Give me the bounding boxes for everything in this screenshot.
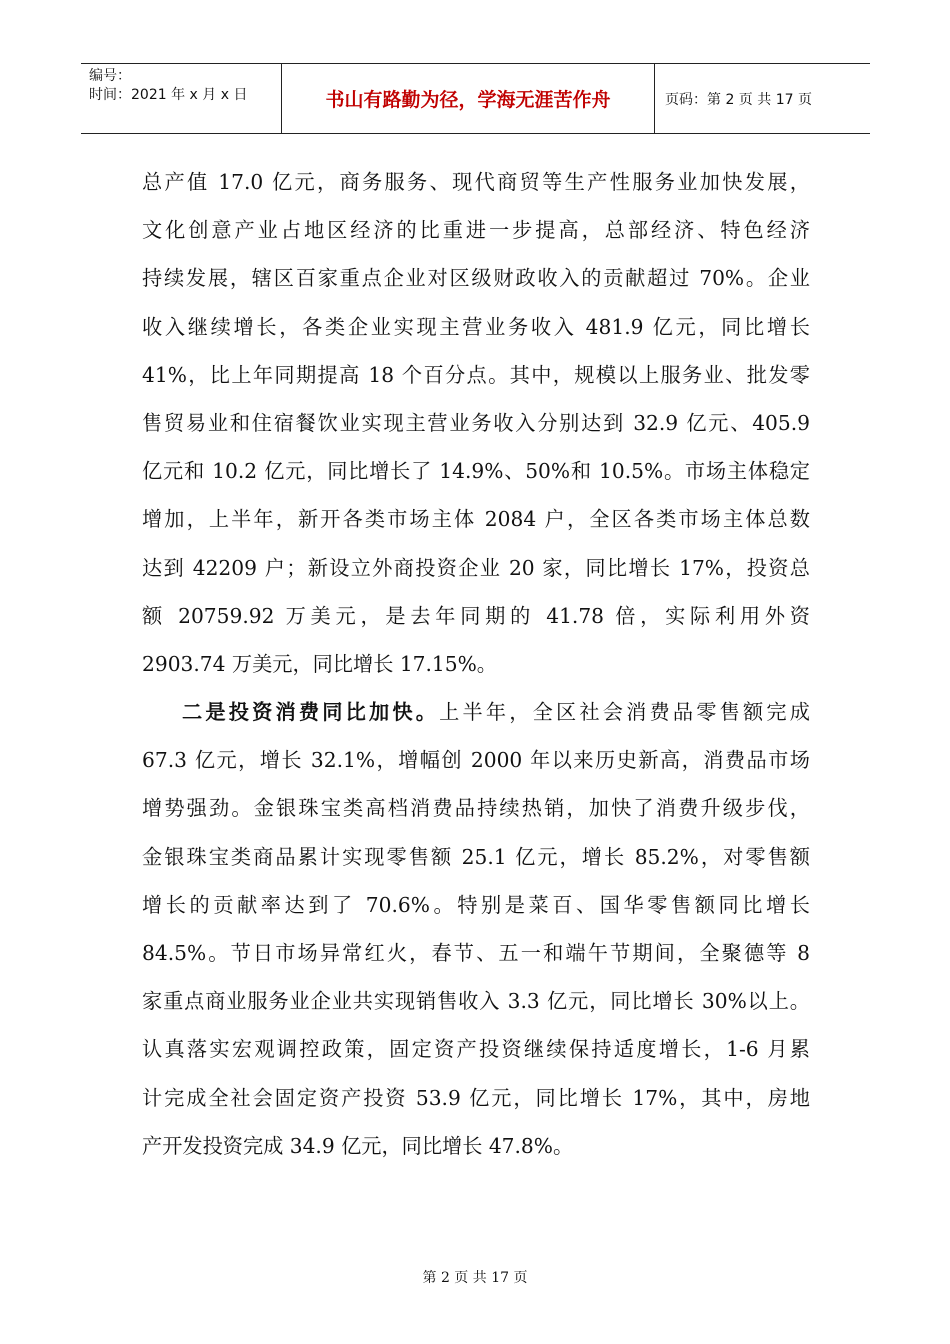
text-line: 文化创意产业占地区经济的比重进一步提高，总部经济、特色经济 xyxy=(142,218,810,243)
page-header xyxy=(81,63,870,134)
text-line: 产开发投资完成 34.9 亿元，同比增长 47.8%。 xyxy=(142,1133,574,1158)
text-line: 总产值 17.0 亿元，商务服务、现代商贸等生产性服务业加快发展， xyxy=(142,170,810,194)
serial-label: 编号： xyxy=(89,68,131,84)
text-line: 增长的贡献率达到了 70.6%。特别是菜百、国华零售额同比增长 xyxy=(142,892,810,917)
text-line: 增势强劲。金银珠宝类高档消费品持续热销，加快了消费升级步伐， xyxy=(142,796,810,821)
paragraph-1 xyxy=(142,158,810,688)
paragraph-heading: 二是投资消费同比加快。 xyxy=(182,700,440,725)
text-line: 售贸易业和住宿餐饮业实现主营业务收入分别达到 32.9 亿元、405.9 xyxy=(142,410,810,435)
text-line: 额 20759.92 万美元，是去年同期的 41.78 倍，实际利用外资 xyxy=(142,603,810,628)
header-page-label: 页码：第 2 页 共 17 页 xyxy=(665,91,812,108)
date-label: 时间：2021 年 x 月 x 日 xyxy=(89,87,248,103)
text-line: 收入继续增长，各类企业实现主营业务收入 481.9 亿元，同比增长 xyxy=(142,314,810,339)
header-meta xyxy=(81,64,282,133)
page-footer: 第 2 页 共 17 页 xyxy=(422,1270,528,1286)
paragraph-2 xyxy=(142,688,810,1170)
text-line: 认真落实宏观调控政策，固定资产投资继续保持适度增长，1-6 月累 xyxy=(142,1037,810,1062)
text-line: 持续发展，辖区百家重点企业对区级财政收入的贡献超过 70%。企业 xyxy=(142,266,810,291)
text-line: 亿元和 10.2 亿元，同比增长了 14.9%、50%和 10.5%。市场主体稳定 xyxy=(142,459,810,484)
header-motto: 书山有路勤为径，学海无涯苦作舟 xyxy=(282,64,655,133)
text-line: 2903.74 万美元，同比增长 17.15%。 xyxy=(142,651,497,676)
text-line: 增加，上半年，新开各类市场主体 2084 户，全区各类市场主体总数 xyxy=(142,507,810,532)
text-line: 41%，比上年同期提高 18 个百分点。其中，规模以上服务业、批发零 xyxy=(142,362,810,387)
document-body xyxy=(142,158,810,1170)
text-line: 84.5%。节日市场异常红火，春节、五一和端午节期间，全聚德等 8 xyxy=(142,941,810,965)
text-line: 家重点商业服务业企业共实现销售收入 3.3 亿元，同比增长 30%以上。 xyxy=(142,989,810,1014)
text-line: 计完成全社会固定资产投资 53.9 亿元，同比增长 17%，其中，房地 xyxy=(142,1085,810,1110)
text-line: 达到 42209 户；新设立外商投资企业 20 家，同比增长 17%，投资总 xyxy=(142,555,810,580)
text-run: 上半年，全区社会消费品零售额完成 xyxy=(439,700,810,725)
text-line: 67.3 亿元，增长 32.1%，增幅创 2000 年以来历史新高，消费品市场 xyxy=(142,748,810,773)
text-line xyxy=(142,688,810,736)
text-line: 金银珠宝类商品累计实现零售额 25.1 亿元，增长 85.2%，对零售额 xyxy=(142,844,810,869)
